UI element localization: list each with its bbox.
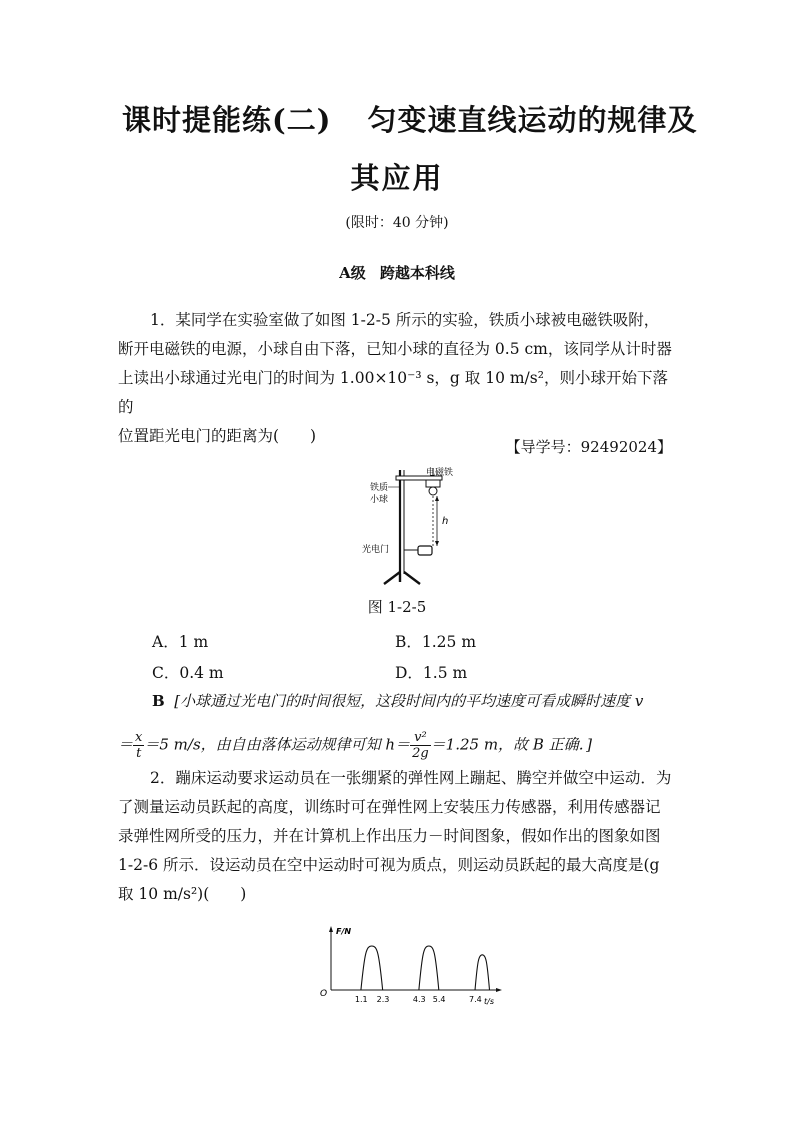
q2-line: 1-2-6 所示．设运动员在空中运动时可视为质点，则运动员跃起的最大高度是(g [118, 856, 660, 874]
force-pulse-1 [361, 946, 383, 990]
x-tick-label: 7.4 [469, 995, 482, 1004]
question-2 [118, 764, 678, 909]
q1-line: 上读出小球通过光电门的时间为 1.00×10⁻³ s，g 取 10 m/s²，则小球开始下落的 [118, 369, 668, 416]
q1-line: 断开电磁铁的电源，小球自由下落，已知小球的直径为 0.5 cm，该同学从计时器 [118, 340, 672, 358]
fraction-x-over-t [133, 730, 144, 761]
photogate-shape [418, 546, 432, 555]
answer-mid: ＝5 m/s，由自由落体运动规律可知 h＝ [144, 735, 411, 754]
frac-denominator: t [136, 746, 142, 761]
option-c: C．0.4 m [152, 664, 224, 682]
origin-label: O [320, 989, 328, 999]
option-a: A．1 m [152, 633, 209, 651]
x-tick-label: 5.4 [432, 995, 446, 1004]
label-electromagnet: 电磁铁 [426, 468, 454, 478]
question-1 [118, 306, 678, 451]
x-tick-label: 2.3 [376, 995, 390, 1004]
figure-caption: 图 1-2-5 [367, 598, 427, 616]
page-title-line2: 其应用 [350, 161, 444, 195]
q1-line: 位置距光电门的距离为( ) [118, 427, 317, 445]
label-h: h [442, 516, 449, 527]
q2-line: 2．蹦床运动要求运动员在一张绷紧的弹性网上蹦起、腾空并做空中运动．为 [150, 769, 672, 787]
ball-shape [429, 487, 437, 495]
frac-numerator: x [135, 730, 143, 745]
x-tick-label: 1.1 [354, 995, 368, 1004]
electromagnet-shape [426, 480, 440, 487]
section-heading [0, 262, 794, 283]
frac-numerator: v² [410, 730, 431, 746]
option-d: D．1.5 m [395, 664, 468, 682]
answer-end: ＝1.25 m，故 B 正确．] [430, 735, 592, 754]
guide-number: 【导学号：92492024】 [505, 438, 672, 456]
answer-letter: B [152, 692, 165, 710]
figure-1-2-5 [356, 462, 466, 592]
x-axis-label: t/s [484, 997, 494, 1006]
x-tick-label: 4.3 [412, 995, 426, 1004]
frac-denominator: 2g [412, 746, 429, 761]
q1-line: 1．某同学在实验室做了如图 1-2-5 所示的实验，铁质小球被电磁铁吸附， [150, 311, 660, 329]
force-pulse-2 [419, 946, 439, 990]
q2-line: 了测量运动员跃起的高度，训练时可在弹性网上安装压力传感器，利用传感器记 [118, 798, 661, 816]
label-ball-2: 小球 [370, 495, 389, 505]
force-time-chart [318, 924, 508, 1006]
option-b: B．1.25 m [395, 633, 477, 651]
y-axis-label: F/N [336, 927, 352, 936]
section-level: A级 [339, 264, 366, 282]
label-photogate: 光电门 [362, 545, 390, 555]
x-axis-arrow [496, 988, 502, 992]
force-pulse-3 [475, 955, 489, 990]
fraction-v2-over-2g [410, 730, 431, 761]
q2-line: 取 10 m/s²)( ) [118, 885, 247, 903]
title-right: 匀变速直线运动的规律及 [367, 103, 698, 137]
title-left: 课时提能练(二) [122, 103, 332, 137]
answer-text: [小球通过光电门的时间很短，这段时间内的平均速度可看成瞬时速度 v [174, 692, 644, 710]
q2-line: 录弹性网所受的压力，并在计算机上作出压力－时间图象，假如作出的图象如图 [118, 827, 661, 845]
answer-formula-line [118, 730, 592, 761]
page-title [122, 98, 698, 139]
answer-explanation [152, 690, 682, 711]
section-name: 跨越本科线 [379, 264, 455, 282]
y-axis-arrow [329, 926, 333, 932]
label-ball-1: 铁质 [370, 483, 389, 493]
time-limit: (限时：40 分钟) [345, 215, 449, 231]
answer-eq: ＝ [118, 735, 134, 754]
